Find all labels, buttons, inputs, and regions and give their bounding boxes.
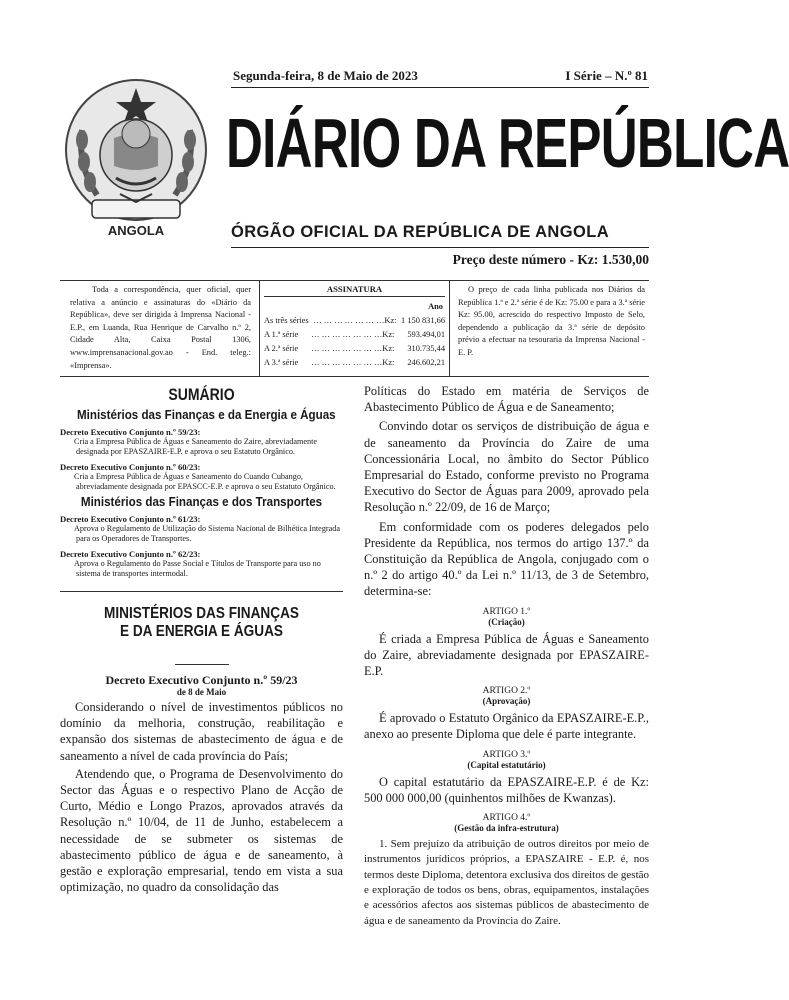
article-title: (Aprovação) (482, 696, 531, 707)
info-box (60, 280, 649, 377)
emblem-text: ANGOLA (107, 223, 165, 238)
body-paragraph: Em conformidade com os poderes delegados pelo Presidente da República, nos termos do artigo 137.º da Constituição da República de Angola, conjugado com o n.º 2 do artigo 40.º da Lei n.º 11/13, de 3 de Setembro, determina-se: (364, 519, 649, 599)
summary-item (60, 549, 343, 579)
ministry-heading: Ministérios das Finanças e da Energia e Águas (76, 407, 336, 422)
article-number: ARTIGO 1.º (482, 606, 531, 617)
ministry-heading: Ministérios das Finanças e dos Transportes (80, 494, 323, 509)
summary-item-title: Decreto Executivo Conjunto n.º 60/23: (60, 462, 201, 472)
summary-item-desc: Cria a Empresa Pública de Águas e Saneamento do Zaire, abreviadamente designada por EPASZAIRE-E.P. e aprova o seu Estatuto Orgânico. (74, 437, 318, 456)
issue-price: Preço deste número - Kz: 1.530,00 (452, 252, 649, 267)
article-text: É criada a Empresa Pública de Águas e Saneamento do Zaire, abreviadamente designada por EPASZAIRE-E.P. (364, 631, 649, 679)
summary-item (60, 514, 343, 544)
subscription-table (260, 281, 450, 376)
series-number: I Série – N.º 81 (565, 68, 648, 83)
body-paragraph: Considerando o nível de investimentos públicos no domínio da melhoria, construção, reabilitação e expansão dos sistemas de abastecimento de água e de saneamento a nível de cada província do País; (60, 700, 343, 763)
body-paragraph: Atendendo que, o Programa de Desenvolvimento do Sector das Águas e o respectivo Plano de Acção de Curto, Médio e Longo Prazos, aprovados através da Resolução n.º 10/04, de 11 de Junho, estabelecem a necessidade de se submeter os sistemas de abastecimento público de água e de saneamento, à gestão e exploração empresarial, tendo em vista a sua optimização, no quadro da consolidação das (60, 766, 343, 895)
short-rule (175, 664, 229, 665)
article-title: (Capital estatutário) (467, 759, 546, 770)
summary-item (60, 462, 343, 492)
summary-item-title: Decreto Executivo Conjunto n.º 59/23: (60, 427, 201, 437)
decree-date: de 8 de Maio (176, 687, 227, 697)
price-note: O preço de cada linha publicada nos Diários da República 1.ª e 2.ª série é de Kz: 75.00 e para a 3.ª série Kz: 95.00, acrescido do respectivo Imposto de Selo, dependendo a publicação da 3.ª série de depósito prévio a efectuar na tesouraria da Imprensa Nacional - E. P. (458, 285, 645, 357)
subscription-row: A 3.ª série … … … … … … …Kz: 246.602,21 (264, 357, 445, 367)
correspondence-note: Toda a correspondência, quer oficial, quer relativa a anúncio e assinaturas do «Diário da República», deve ser dirigida à Imprensa Nacional - E.P., em Luanda, Rua Henrique de Carvalho n.º 2, Cidade Alta, Caixa Postal 1306, www.imprensanacional.gov.ao - End. teleg.: «Imprensa». (60, 281, 260, 376)
left-column (60, 386, 343, 895)
article-text: 1. Sem prejuízo da atribuição de outros direitos por meio de instrumentos jurídicos próprios, a EPASZAIRE - E.P. é, nos termos deste Diploma, detentora exclusiva dos direitos de gestão e exploração de todos os bens, obras, equipamentos, instalações e acessórios afectos aos sistemas públicos de abastecimento de água e de saneamento da Província do Zaire. (364, 838, 650, 927)
body-paragraph: Convindo dotar os serviços de distribuição de água e de saneamento da Província do Zaire de uma Concessionária Local, no âmbito do Sector Público Empresarial do Estado, conforme previsto no Programa Executivo do Sector de Águas para 2009, aprovado pela Resolução n.º 22/09, de 16 de Março; (364, 419, 649, 515)
article-text: O capital estatutário da EPASZAIRE-E.P. é de Kz: 500 000 000,00 (quinhentos milhões de Kwanzas). (364, 774, 649, 805)
right-column (364, 383, 649, 929)
summary-item-title: Decreto Executivo Conjunto n.º 61/23: (60, 514, 201, 524)
article-text: É aprovado o Estatuto Orgânico da EPASZAIRE-E.P., anexo ao presente Diploma que dele é parte integrante. (364, 711, 649, 742)
subscription-title: ASSINATURA (264, 283, 445, 297)
subscription-year-label: Ano (428, 301, 443, 311)
subscription-row: As três séries … … … … … … …Kz: 1 150 831,66 (264, 315, 445, 325)
subscription-row: A 2.ª série … … … … … … …Kz: 310.735,44 (264, 343, 445, 353)
body-paragraph: Políticas do Estado em matéria de Serviços de Abastecimento Público de Água e de Saneamento; (364, 384, 649, 415)
summary-item-desc: Aprova o Regulamento do Passe Social e Títulos de Transporte para uso no sistema de transportes intermodal. (74, 559, 321, 578)
article-title: (Gestão da infra-estrutura) (454, 823, 559, 834)
article-number: ARTIGO 2.º (482, 686, 531, 697)
article-number: ARTIGO 3.º (482, 749, 531, 760)
issue-date: Segunda-feira, 8 de Maio de 2023 (233, 68, 418, 83)
header-top-line (233, 68, 648, 84)
summary-item (60, 427, 343, 457)
article-number: ARTIGO 4.º (482, 813, 531, 824)
masthead-title: DIÁRIO DA REPÚBLICA (226, 104, 789, 182)
section-heading-line: MINISTÉRIOS DAS FINANÇAS (104, 605, 299, 622)
section-heading-line: E DA ENERGIA E ÁGUAS (120, 623, 283, 640)
summary-item-desc: Cria a Empresa Pública de Águas e Saneamento do Cuando Cubango, abreviadamente designada por EPASCC-E.P. e aprova o seu Estatuto Orgânico. (74, 472, 336, 491)
header-rule (231, 87, 649, 88)
summary-item-desc: Aprova o Regulamento de Utilização do Sistema Nacional de Bilhética Integrada para os Operadores de Transportes. (74, 524, 341, 543)
masthead-subtitle: ÓRGÃO OFICIAL DA REPÚBLICA DE ANGOLA (231, 223, 610, 241)
section-heading (81, 605, 322, 641)
summary-item-title: Decreto Executivo Conjunto n.º 62/23: (60, 549, 201, 559)
emblem-icon (52, 70, 220, 242)
article-title: (Criação) (488, 616, 525, 627)
subtitle-rule (231, 247, 649, 248)
decree-title: Decreto Executivo Conjunto n.º 59/23 (105, 673, 298, 687)
angola-emblem (52, 70, 220, 242)
sumario-title: SUMÁRIO (168, 386, 235, 404)
subscription-row: A 1.ª série … … … … … … …Kz: 593.494,01 (264, 329, 445, 339)
section-divider (60, 591, 343, 592)
